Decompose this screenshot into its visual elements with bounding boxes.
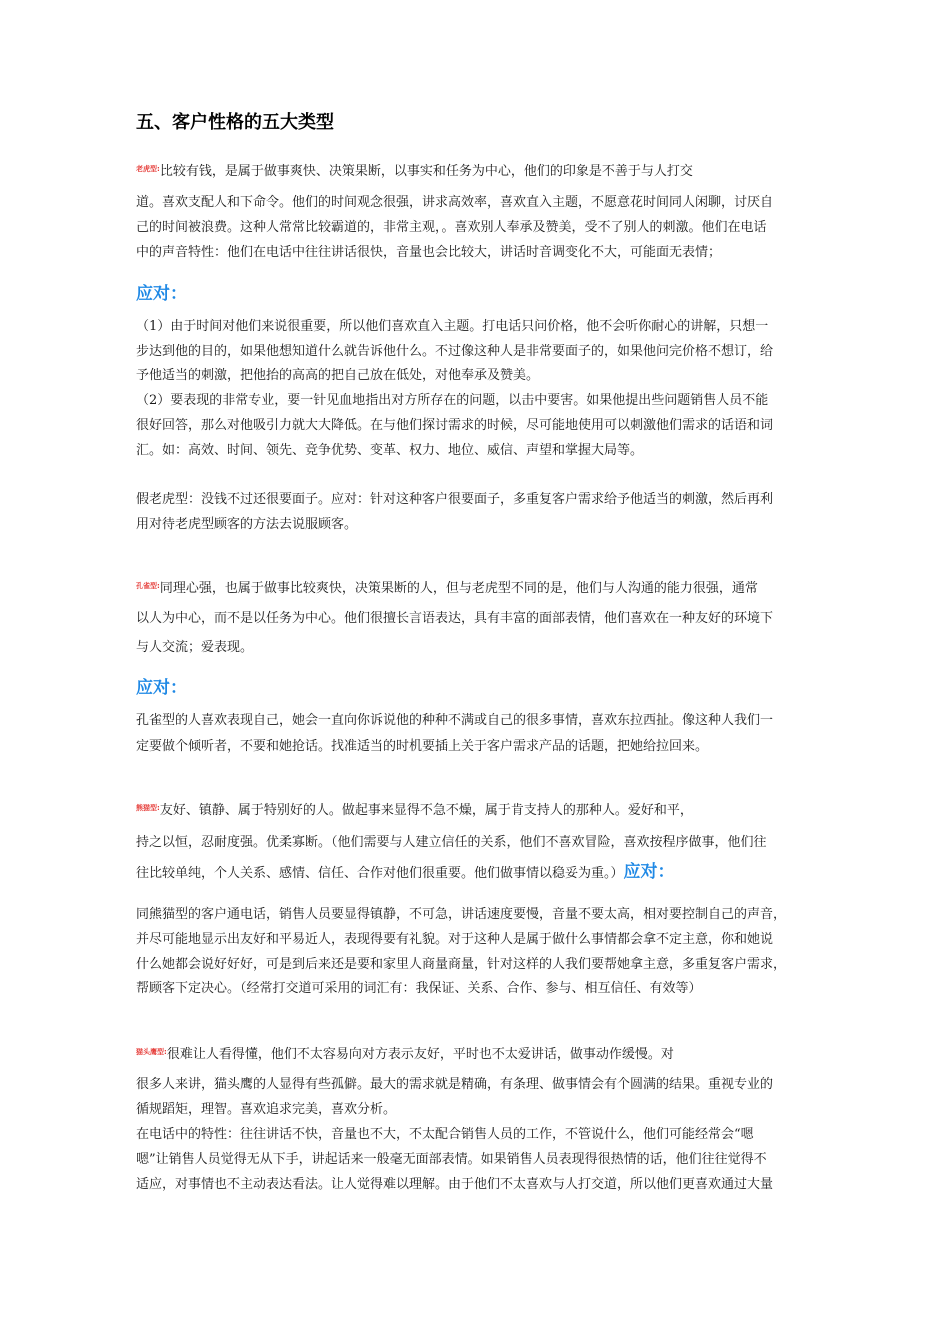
- tiger-intro-line: $^{老虎型:}$比较有钱，是属于做事爽快、决策果断，以事实和任务为中心，他们的印象是不善于与人打交: [136, 164, 693, 179]
- tiger-desc-line: 道。喜欢支配人和下命令。他们的时间观念很强，讲求高效率，喜欢直入主题，不愿意花时间同人闲聊，讨厌自: [136, 195, 774, 210]
- peacock-desc-line: 以人为中心，而不是以任务为中心。他们很擅长言语表达，具有丰富的面部表情，他们喜欢在一种友好的环境下: [136, 611, 774, 626]
- tiger-coping-line: （2）要表现的非常专业，要一针见血地指出对方所存在的问题，以击中要害。如果他提出些问题销售人员不能: [136, 393, 769, 408]
- panda-desc-line: 持之以恒，忍耐度强。优柔寡断。（他们需要与人建立信任的关系，他们不喜欢冒险，喜欢按程序做事，他们往: [136, 835, 767, 850]
- tiger-coping-line: 予他适当的刺激，把他抬的高高的把自己放在低处，对他奉承及赞美。: [136, 368, 540, 383]
- page-title: 五、客户性格的五大类型: [136, 112, 334, 133]
- tiger-type-tag: 老虎型:: [136, 165, 160, 173]
- owl-desc-line: 很多人来讲，猫头鹰的人显得有些孤僻。最大的需求就是精确，有条理、做事情会有个圆满的结果。重视专业的: [136, 1077, 774, 1092]
- tiger-coping-line: （1）由于时间对他们来说很重要，所以他们喜欢直入主题。打电话只问价格，他不会听你耐心的讲解，只想一: [136, 319, 769, 334]
- owl-desc-line: 在电话中的特性：往往讲话不快，音量也不大，不太配合销售人员的工作，不管说什么，他们可能经常会“嗯: [136, 1127, 754, 1142]
- tiger-coping-heading: 应对：: [136, 284, 187, 304]
- owl-desc-line: 循规蹈矩，理智。喜欢追求完美，喜欢分析。: [136, 1102, 397, 1117]
- tiger-desc-line: 中的声音特性：他们在电话中往往讲话很快，音量也会比较大，讲话时音调变化不大，可能面无表情；: [136, 245, 722, 260]
- tiger-coping-line: 很好回答，那么对他吸引力就大大降低。在与他们探讨需求的时候，尽可能地使用可以刺激他们需求的话语和词: [136, 418, 774, 433]
- owl-intro-line: $^{猫头鹰型:}$很难让人看得懂，他们不太容易向对方表示友好，平时也不太爱讲话，做事动作缓慢。对: [136, 1047, 674, 1062]
- fake-tiger-line: 假老虎型：没钱不过还很要面子。应对：针对这种客户很要面子，多重复客户需求给予他适当的刺激，然后再利: [136, 492, 774, 507]
- owl-type-tag: 猫头鹰型:: [136, 1048, 167, 1056]
- panda-desc-line: 往比较单纯，个人关系、感情、信任、合作对他们很重要。他们做事情以稳妥为重。）应对：: [136, 862, 675, 882]
- peacock-type-tag: 孔雀型:: [136, 582, 160, 590]
- tiger-coping-line: 步达到他的目的，如果他想知道什么就告诉他什么。不过像这种人是非常要面子的，如果他问完价格不想订，给: [136, 344, 774, 359]
- panda-coping-line: 并尽可能地显示出友好和平易近人，表现得要有礼貌。对于这种人是属于做什么事情都会拿不定主意，你和她说: [136, 932, 774, 947]
- panda-coping-line: 同熊猫型的客户通电话，销售人员要显得镇静，不可急，讲话速度要慢，音量不要太高，相对要控制自己的声音，: [136, 907, 787, 922]
- peacock-coping-heading: 应对：: [136, 678, 187, 698]
- panda-coping-line: 什么她都会说好好好，可是到后来还是要和家里人商量商量，针对这样的人我们要帮她拿主意，多重复客户需求，: [136, 957, 787, 972]
- owl-desc-line: 嗯”让销售人员觉得无从下手，讲起话来一般毫无面部表情。如果销售人员表现得很热情的话，他们往往觉得不: [136, 1152, 767, 1167]
- peacock-coping-line: 定要做个倾听者，不要和她抢话。找准适当的时机要插上关于客户需求产品的话题，把她给拉回来。: [136, 739, 709, 754]
- panda-coping-heading: 应对：: [623, 862, 675, 882]
- peacock-coping-line: 孔雀型的人喜欢表现自己，她会一直向你诉说他的种种不满或自己的很多事情，喜欢东拉西扯。像这种人我们一: [136, 713, 774, 728]
- panda-type-tag: 熊猫型:: [136, 804, 160, 812]
- owl-desc-line: 适应，对事情也不主动表达看法。让人觉得难以理解。由于他们不太喜欢与人打交道，所以他们更喜欢通过大量: [136, 1177, 774, 1192]
- tiger-desc-line: 己的时间被浪费。这种人常常比较霸道的，非常主观，。喜欢别人奉承及赞美，受不了别人的刺激。他们在电话: [136, 220, 767, 235]
- peacock-intro-line: $^{孔雀型:}$同理心强，也属于做事比较爽快，决策果断的人，但与老虎型不同的是，他们与人沟通的能力很强，通常: [136, 581, 758, 596]
- fake-tiger-line: 用对待老虎型顾客的方法去说服顾客。: [136, 517, 358, 532]
- peacock-desc-line: 与人交流；爱表现。: [136, 640, 254, 655]
- panda-intro-line: $^{熊猫型:}$友好、镇静、属于特别好的人。做起事来显得不急不燥，属于肯支持人的那种人。爱好和平，: [136, 803, 693, 818]
- tiger-coping-line: 汇。如：高效、时间、领先、竞争优势、变革、权力、地位、威信、声望和掌握大局等。: [136, 443, 644, 458]
- panda-coping-line: 帮顾客下定决心。（经常打交道可采用的词汇有：我保证、关系、合作、参与、相互信任、有效等）: [136, 981, 702, 996]
